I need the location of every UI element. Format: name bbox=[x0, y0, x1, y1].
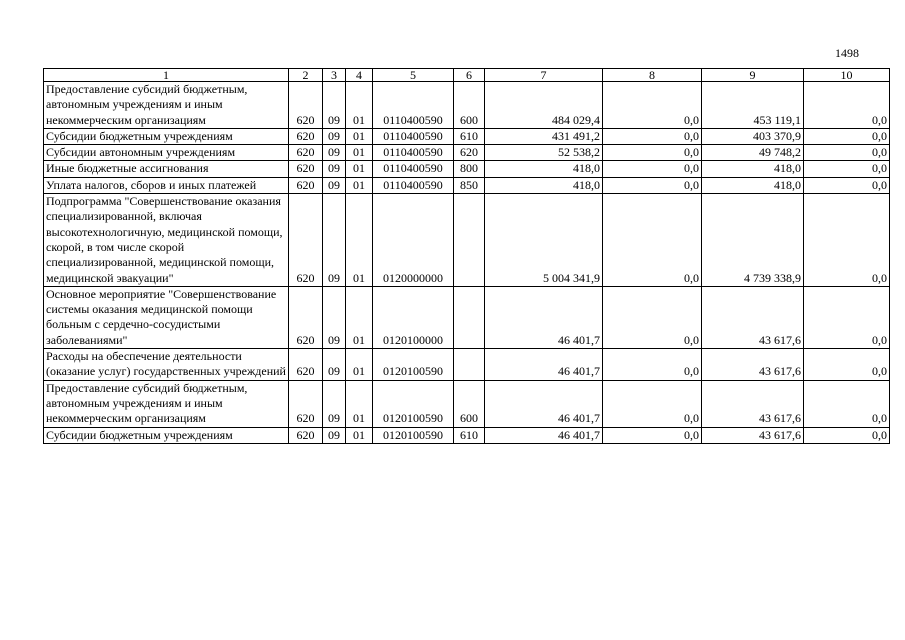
header-cell: 6 bbox=[454, 69, 485, 82]
cell-col-6 bbox=[454, 194, 485, 287]
table-row bbox=[44, 349, 890, 381]
row-name: Основное мероприятие "Совершенствование системы оказания медицинской помощи больным с сердечно-сосудистыми заболеваниями" bbox=[44, 286, 289, 348]
cell-col-7: 418,0 bbox=[485, 161, 603, 177]
cell-col-4: 01 bbox=[346, 161, 373, 177]
cell-col-8: 0,0 bbox=[603, 286, 702, 348]
table-row bbox=[44, 145, 890, 161]
cell-col-5: 0120100590 bbox=[373, 349, 454, 381]
cell-col-5: 0120100590 bbox=[373, 380, 454, 427]
cell-col-10: 0,0 bbox=[804, 380, 890, 427]
cell-col-7: 418,0 bbox=[485, 177, 603, 193]
cell-col-2: 620 bbox=[289, 380, 323, 427]
cell-col-8: 0,0 bbox=[603, 380, 702, 427]
cell-col-3: 09 bbox=[323, 82, 346, 129]
header-cell: 10 bbox=[804, 69, 890, 82]
cell-col-8: 0,0 bbox=[603, 145, 702, 161]
cell-col-6: 800 bbox=[454, 161, 485, 177]
cell-col-6: 600 bbox=[454, 82, 485, 129]
cell-col-2: 620 bbox=[289, 349, 323, 381]
table-row bbox=[44, 194, 890, 287]
cell-col-9: 43 617,6 bbox=[702, 380, 804, 427]
cell-col-8: 0,0 bbox=[603, 128, 702, 144]
header-cell: 1 bbox=[44, 69, 289, 82]
row-name: Подпрограмма "Совершенствование оказания специализированной, включая высокотехнологичную, медицинской помощи, скорой, в том числе скорой специализированной, медицинской помощи, медицинской эвакуации" bbox=[44, 194, 289, 287]
cell-col-7: 46 401,7 bbox=[485, 427, 603, 443]
table-row bbox=[44, 161, 890, 177]
cell-col-10: 0,0 bbox=[804, 128, 890, 144]
cell-col-2: 620 bbox=[289, 161, 323, 177]
cell-col-5: 0110400590 bbox=[373, 82, 454, 129]
cell-col-7: 46 401,7 bbox=[485, 380, 603, 427]
cell-col-9: 4 739 338,9 bbox=[702, 194, 804, 287]
table-row bbox=[44, 286, 890, 348]
cell-col-8: 0,0 bbox=[603, 177, 702, 193]
cell-col-7: 431 491,2 bbox=[485, 128, 603, 144]
cell-col-2: 620 bbox=[289, 286, 323, 348]
cell-col-8: 0,0 bbox=[603, 194, 702, 287]
cell-col-6 bbox=[454, 349, 485, 381]
cell-col-5: 0120100000 bbox=[373, 286, 454, 348]
cell-col-8: 0,0 bbox=[603, 161, 702, 177]
header-cell: 4 bbox=[346, 69, 373, 82]
header-cell: 7 bbox=[485, 69, 603, 82]
cell-col-6: 620 bbox=[454, 145, 485, 161]
row-name: Субсидии бюджетным учреждениям bbox=[44, 427, 289, 443]
cell-col-4: 01 bbox=[346, 286, 373, 348]
cell-col-9: 43 617,6 bbox=[702, 349, 804, 381]
cell-col-9: 43 617,6 bbox=[702, 427, 804, 443]
row-name: Предоставление субсидий бюджетным, автономным учреждениям и иным некоммерческим организациям bbox=[44, 380, 289, 427]
cell-col-9: 453 119,1 bbox=[702, 82, 804, 129]
header-cell: 8 bbox=[603, 69, 702, 82]
cell-col-6: 600 bbox=[454, 380, 485, 427]
row-name: Предоставление субсидий бюджетным, автономным учреждениям и иным некоммерческим организациям bbox=[44, 82, 289, 129]
cell-col-3: 09 bbox=[323, 380, 346, 427]
row-name: Уплата налогов, сборов и иных платежей bbox=[44, 177, 289, 193]
cell-col-3: 09 bbox=[323, 349, 346, 381]
cell-col-8: 0,0 bbox=[603, 349, 702, 381]
cell-col-3: 09 bbox=[323, 145, 346, 161]
cell-col-10: 0,0 bbox=[804, 427, 890, 443]
cell-col-3: 09 bbox=[323, 177, 346, 193]
cell-col-5: 0110400590 bbox=[373, 161, 454, 177]
table-row bbox=[44, 82, 890, 129]
cell-col-2: 620 bbox=[289, 145, 323, 161]
cell-col-6 bbox=[454, 286, 485, 348]
header-row bbox=[44, 69, 890, 82]
cell-col-9: 418,0 bbox=[702, 177, 804, 193]
cell-col-4: 01 bbox=[346, 380, 373, 427]
cell-col-2: 620 bbox=[289, 427, 323, 443]
cell-col-4: 01 bbox=[346, 82, 373, 129]
cell-col-6: 610 bbox=[454, 427, 485, 443]
header-cell: 2 bbox=[289, 69, 323, 82]
cell-col-2: 620 bbox=[289, 177, 323, 193]
budget-table bbox=[43, 68, 890, 444]
cell-col-2: 620 bbox=[289, 194, 323, 287]
cell-col-5: 0120000000 bbox=[373, 194, 454, 287]
cell-col-3: 09 bbox=[323, 427, 346, 443]
cell-col-5: 0120100590 bbox=[373, 427, 454, 443]
header-cell: 5 bbox=[373, 69, 454, 82]
row-name: Субсидии автономным учреждениям bbox=[44, 145, 289, 161]
table-row bbox=[44, 427, 890, 443]
cell-col-7: 5 004 341,9 bbox=[485, 194, 603, 287]
cell-col-5: 0110400590 bbox=[373, 177, 454, 193]
cell-col-4: 01 bbox=[346, 128, 373, 144]
cell-col-2: 620 bbox=[289, 82, 323, 129]
cell-col-3: 09 bbox=[323, 128, 346, 144]
cell-col-10: 0,0 bbox=[804, 286, 890, 348]
cell-col-9: 49 748,2 bbox=[702, 145, 804, 161]
page-number: 1498 bbox=[835, 46, 859, 60]
cell-col-7: 484 029,4 bbox=[485, 82, 603, 129]
cell-col-4: 01 bbox=[346, 145, 373, 161]
cell-col-6: 610 bbox=[454, 128, 485, 144]
table-row bbox=[44, 177, 890, 193]
cell-col-8: 0,0 bbox=[603, 82, 702, 129]
cell-col-10: 0,0 bbox=[804, 177, 890, 193]
cell-col-7: 52 538,2 bbox=[485, 145, 603, 161]
cell-col-10: 0,0 bbox=[804, 145, 890, 161]
cell-col-5: 0110400590 bbox=[373, 145, 454, 161]
cell-col-9: 418,0 bbox=[702, 161, 804, 177]
cell-col-9: 403 370,9 bbox=[702, 128, 804, 144]
cell-col-10: 0,0 bbox=[804, 349, 890, 381]
cell-col-10: 0,0 bbox=[804, 194, 890, 287]
cell-col-10: 0,0 bbox=[804, 161, 890, 177]
cell-col-10: 0,0 bbox=[804, 82, 890, 129]
cell-col-4: 01 bbox=[346, 177, 373, 193]
row-name: Субсидии бюджетным учреждениям bbox=[44, 128, 289, 144]
cell-col-4: 01 bbox=[346, 349, 373, 381]
cell-col-6: 850 bbox=[454, 177, 485, 193]
table-row bbox=[44, 128, 890, 144]
header-cell: 3 bbox=[323, 69, 346, 82]
cell-col-3: 09 bbox=[323, 194, 346, 287]
cell-col-3: 09 bbox=[323, 161, 346, 177]
cell-col-4: 01 bbox=[346, 194, 373, 287]
cell-col-3: 09 bbox=[323, 286, 346, 348]
row-name: Иные бюджетные ассигнования bbox=[44, 161, 289, 177]
cell-col-7: 46 401,7 bbox=[485, 286, 603, 348]
cell-col-8: 0,0 bbox=[603, 427, 702, 443]
cell-col-4: 01 bbox=[346, 427, 373, 443]
cell-col-5: 0110400590 bbox=[373, 128, 454, 144]
cell-col-7: 46 401,7 bbox=[485, 349, 603, 381]
cell-col-2: 620 bbox=[289, 128, 323, 144]
header-cell: 9 bbox=[702, 69, 804, 82]
table-row bbox=[44, 380, 890, 427]
row-name: Расходы на обеспечение деятельности (оказание услуг) государственных учреждений bbox=[44, 349, 289, 381]
cell-col-9: 43 617,6 bbox=[702, 286, 804, 348]
